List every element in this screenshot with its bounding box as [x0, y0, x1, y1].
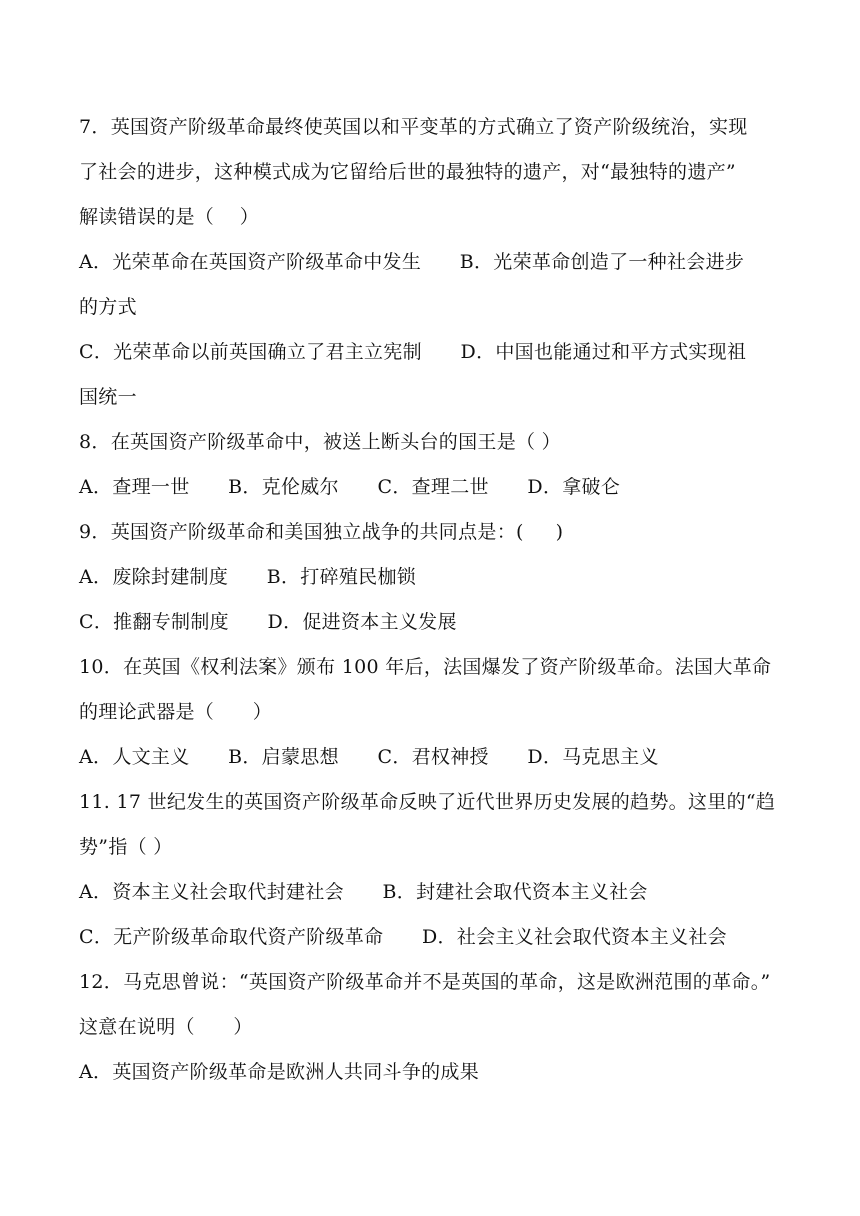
q8-stem: 8．在英国资产阶级革命中，被送上断头台的国王是（ ）: [79, 431, 561, 453]
q10-line-2: 的理论武器是（ ）: [79, 701, 273, 723]
q7-line-1: 7．英国资产阶级革命最终使英国以和平变革的方式确立了资产阶级统治，实现: [79, 116, 748, 138]
q10-line-1: 10．在英国《权利法案》颁布 100 年后，法国爆发了资产阶级革命。法国大革命: [79, 656, 772, 678]
q7-options-line-1: A．光荣革命在英国资产阶级革命中发生 B．光荣革命创造了一种社会进步: [79, 251, 745, 273]
q8-options: A．查理一世 B．克伦威尔 C．查理二世 D．拿破仑: [79, 476, 621, 498]
q11-line-1: 11. 17 世纪发生的英国资产阶级革命反映了近代世界历史发展的趋势。这里的“趋: [79, 791, 776, 813]
q7-line-2: 了社会的进步，这种模式成为它留给后世的最独特的遗产，对“最独特的遗产”: [79, 161, 736, 183]
q7-options-line-4: 国统一: [79, 386, 137, 408]
q9-stem: 9．英国资产阶级革命和美国独立战争的共同点是：( ): [79, 521, 564, 543]
q7-options-line-2: 的方式: [79, 296, 137, 318]
q11-line-2: 势”指（ ）: [79, 836, 173, 858]
q10-options: A．人文主义 B．启蒙思想 C．君权神授 D．马克思主义: [79, 746, 659, 768]
q11-options-line-1: A．资本主义社会取代封建社会 B．封建社会取代资本主义社会: [79, 881, 648, 903]
q9-options-line-1: A．废除封建制度 B．打碎殖民枷锁: [79, 566, 417, 588]
q11-options-line-2: C．无产阶级革命取代资产阶级革命 D．社会主义社会取代资本主义社会: [79, 926, 727, 948]
q12-line-1: 12．马克思曾说：“英国资产阶级革命并不是英国的革命，这是欧洲范围的革命。”: [79, 971, 771, 993]
q12-line-2: 这意在说明（ ）: [79, 1016, 253, 1038]
q7-line-3: 解读错误的是（ ）: [79, 206, 260, 228]
q9-options-line-2: C．推翻专制制度 D．促进资本主义发展: [79, 611, 457, 633]
q12-option-a: A．英国资产阶级革命是欧洲人共同斗争的成果: [79, 1061, 480, 1083]
q7-options-line-3: C．光荣革命以前英国确立了君主立宪制 D．中国也能通过和平方式实现祖: [79, 341, 747, 363]
